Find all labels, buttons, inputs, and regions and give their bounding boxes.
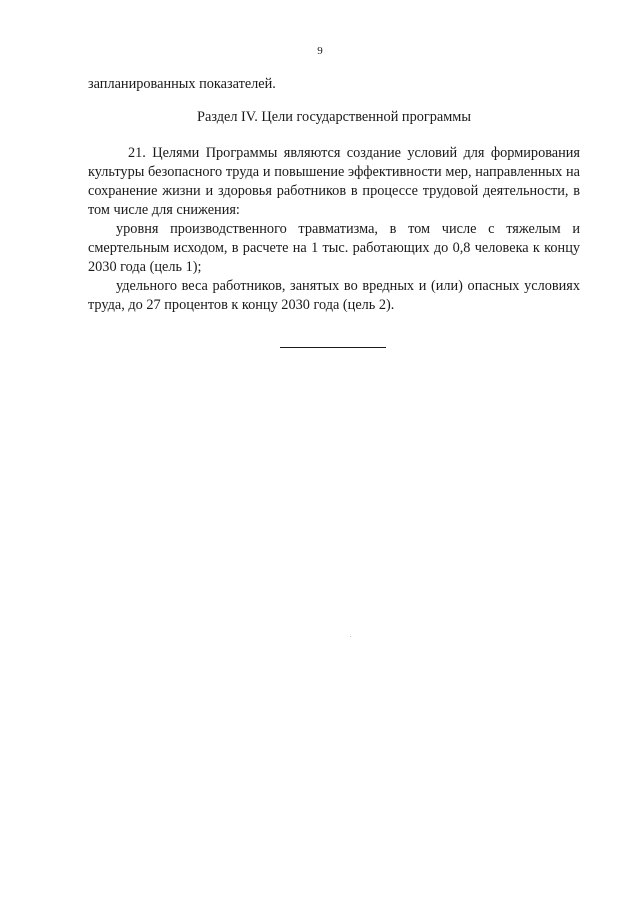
section-title: Раздел IV. Цели государственной программы bbox=[197, 109, 471, 125]
page-number: 9 bbox=[317, 45, 323, 57]
paragraph-21-text: Целями Программы являются создание условий для формирования культуры безопасного труда и повышение эффективности мер, направленных на сохранение жизни и здоровья работников в процессе трудовой деятельности, в том числе для снижения: bbox=[88, 145, 580, 218]
goal-2-text: удельного веса работников, занятых во вредных и (или) опасных условиях труда, до 27 процентов к концу 2030 года (цель 2). bbox=[88, 278, 580, 313]
closing-divider bbox=[280, 347, 386, 348]
goal-1-text: уровня производственного травматизма, в том числе с тяжелым и смертельным исходом, в расчете на 1 тыс. работающих до 0,8 человека к концу 2030 года (цель 1); bbox=[88, 221, 580, 275]
paragraph-number: 21. bbox=[128, 145, 146, 161]
carry-over-text: запланированных показателей. bbox=[88, 76, 276, 92]
paragraph-21 bbox=[88, 144, 580, 220]
section-body bbox=[88, 144, 580, 315]
scan-speck bbox=[350, 636, 351, 637]
